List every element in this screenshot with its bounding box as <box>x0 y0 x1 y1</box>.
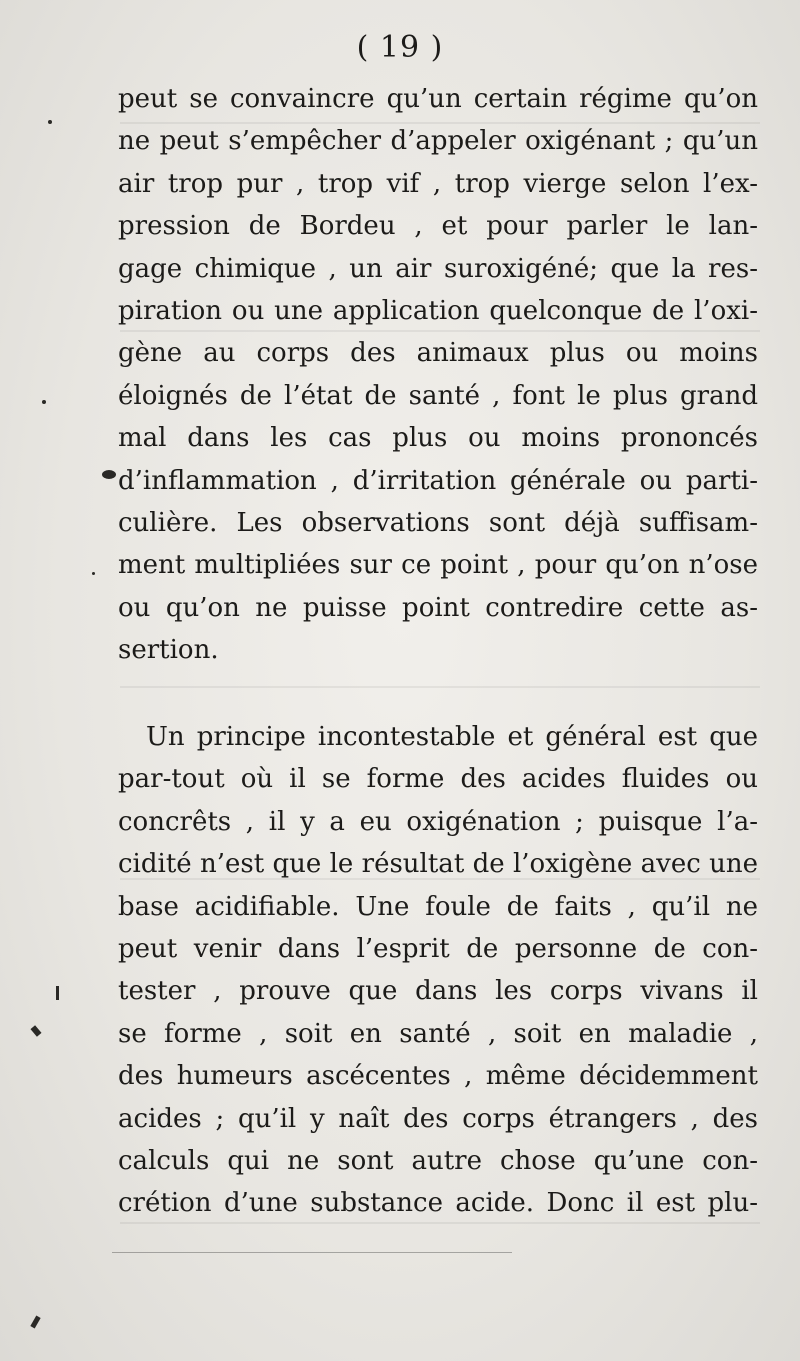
text-line: ne peut s’empêcher d’appeler oxigénant ; qu’un <box>118 126 758 157</box>
rule-mark <box>112 1252 512 1253</box>
ink-speck-mark <box>48 120 52 124</box>
text-line: peut se convaincre qu’un certain régime qu’on <box>118 84 758 114</box>
ink-speck-mark <box>30 1025 41 1037</box>
text-line: d’inflammation , d’irritation générale ou parti- <box>118 465 758 496</box>
text-line: crétion d’une substance acide. Donc il est plu- <box>118 1188 758 1219</box>
page-number-header: ( 19 ) <box>356 30 444 65</box>
text-line: acides ; qu’il y naît des corps étrangers , des <box>118 1103 758 1134</box>
text-line: calculs qui ne sont autre chose qu’une con- <box>118 1145 758 1176</box>
text-line: se forme , soit en santé , soit en maladie , <box>118 1018 758 1049</box>
text-line: mal dans les cas plus ou moins prononcés <box>118 423 758 454</box>
text-line: air trop pur , trop vif , trop vierge selon l’ex- <box>118 168 758 199</box>
text-line: par-tout où il se forme des acides fluides ou <box>118 764 758 795</box>
text-line: concrêts , il y a eu oxigénation ; puisque l’a- <box>118 806 758 837</box>
text-line: sertion. <box>118 635 219 666</box>
paragraph-2 <box>118 716 758 1225</box>
ink-blot-mark <box>102 470 116 479</box>
text-line: Un principe incontestable et général est que <box>146 722 758 752</box>
text-line: éloignés de l’état de santé , font le plus grand <box>118 380 758 411</box>
text-line: ou qu’on ne puisse point contredire cette as- <box>118 592 758 623</box>
text-line: tester , prouve que dans les corps vivans il <box>118 976 758 1007</box>
text-line: gène au corps des animaux plus ou moins <box>118 338 758 369</box>
text-line: ment multipliées sur ce point , pour qu’on n’ose <box>118 550 758 581</box>
ink-speck-mark <box>42 400 46 404</box>
text-line: culière. Les observations sont déjà suffisam- <box>118 507 758 538</box>
text-line: pression de Bordeu , et pour parler le lan- <box>118 211 758 242</box>
paragraph-1 <box>118 78 758 671</box>
ink-speck-mark <box>30 1316 40 1329</box>
text-line: piration ou une application quelconque de l’oxi- <box>118 295 758 326</box>
ink-speck-mark <box>56 986 59 1000</box>
text-line: base acidifiable. Une foule de faits , qu’il ne <box>118 891 758 922</box>
show-through-mark <box>120 686 760 688</box>
text-line: gage chimique , un air suroxigéné; que la res- <box>118 253 758 284</box>
text-line: cidité n’est que le résultat de l’oxigène avec une <box>118 849 758 880</box>
ink-speck-mark <box>92 572 95 575</box>
text-line: peut venir dans l’esprit de personne de con- <box>118 933 758 964</box>
text-line: des humeurs ascécentes , même décidemment <box>118 1061 758 1092</box>
